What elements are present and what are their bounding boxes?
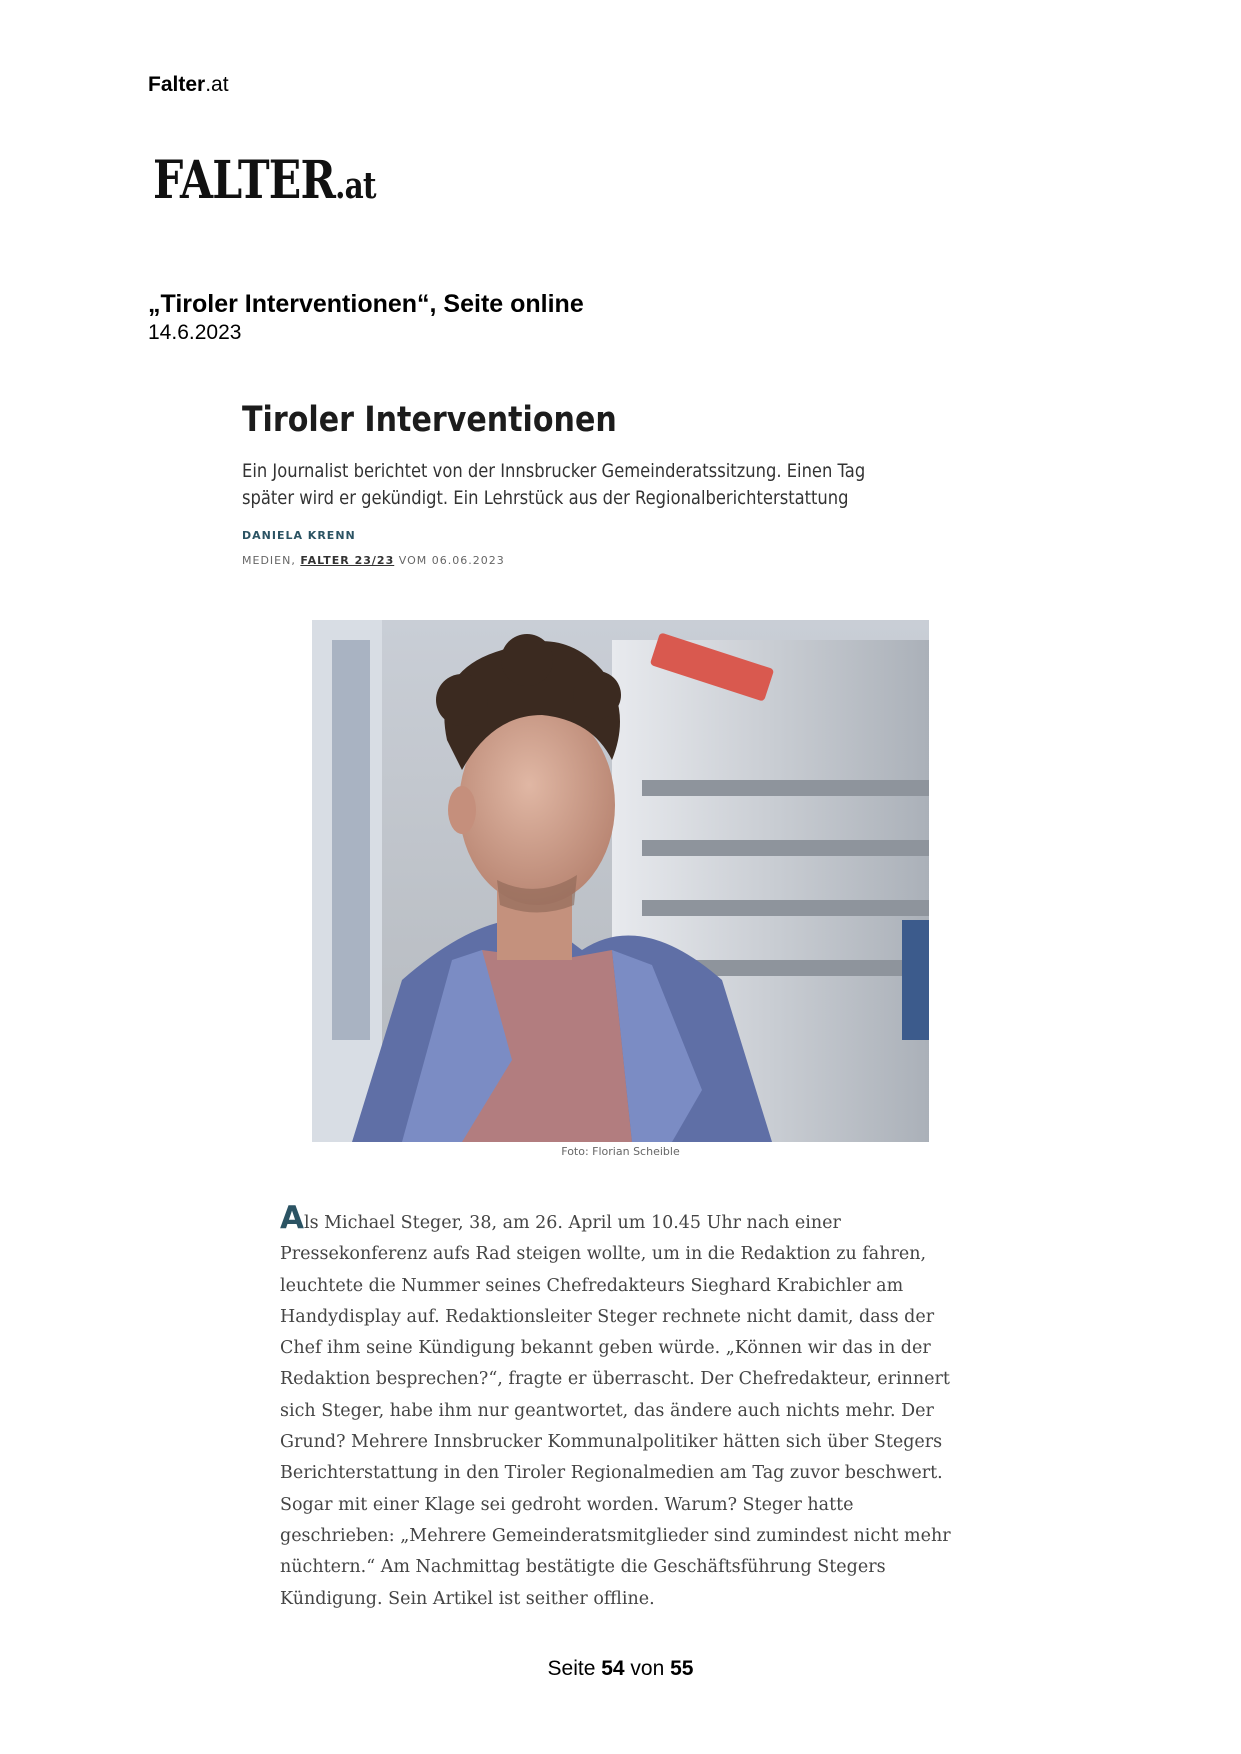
- article-issue-link[interactable]: FALTER 23/23: [300, 554, 395, 567]
- body-line: [280, 1200, 960, 1239]
- body-line: Grund? Mehrere Innsbrucker Kommunalpolitiker hätten sich über Stegers: [280, 1432, 943, 1453]
- source-label-suffix: .at: [205, 73, 229, 96]
- portrait-photo: [312, 620, 929, 1142]
- body-line: Kündigung. Sein Artikel ist seither offline.: [280, 1588, 655, 1609]
- photo-caption: Foto: Florian Scheible: [561, 1145, 680, 1158]
- source-label-bold: Falter: [148, 73, 206, 96]
- falter-logo: [153, 150, 376, 211]
- footer-middle: von: [624, 1657, 671, 1680]
- article-photo: [312, 620, 929, 1142]
- body-line: Sogar mit einer Klage sei gedroht worden. Warum? Steger hatte: [280, 1494, 854, 1515]
- body-line: Berichterstattung in den Tiroler Regionalmedien am Tag zuvor beschwert.: [280, 1463, 943, 1484]
- body-line: Pressekonferenz aufs Rad steigen wollte, um in die Redaktion zu fahren,: [280, 1244, 927, 1265]
- footer-prefix: Seite: [547, 1657, 602, 1680]
- article-section: MEDIEN,: [242, 554, 301, 567]
- body-line: Chef ihm seine Kündigung bekannt geben würde. „Können wir das in der: [280, 1338, 931, 1359]
- article-lead: Ein Journalist berichtet von der Innsbrucker Gemeinderatssitzung. Einen Tag später wird er gekündigt. Ein Lehrstück aus der Regionalberichterstattung: [242, 460, 866, 509]
- drop-cap: A: [280, 1200, 304, 1236]
- document-date: 14.6.2023: [148, 321, 242, 344]
- article-meta: [242, 554, 505, 567]
- body-line-text: ls Michael Steger, 38, am 26. April um 10.45 Uhr nach einer: [304, 1213, 841, 1233]
- article-headline: Tiroler Interventionen: [242, 400, 617, 440]
- body-line: Handydisplay auf. Redaktionsleiter Steger rechnete nicht damit, dass der: [280, 1306, 935, 1327]
- page-footer: [0, 1657, 1241, 1681]
- article-author: DANIELA KRENN: [242, 529, 356, 542]
- body-line: geschrieben: „Mehrere Gemeinderatsmitglieder sind zumindest nicht mehr: [280, 1525, 951, 1546]
- body-line: sich Steger, habe ihm nur geantwortet, das ändere auch nichts mehr. Der: [280, 1400, 934, 1421]
- body-line: nüchtern.“ Am Nachmittag bestätigte die Geschäftsführung Stegers: [280, 1557, 886, 1578]
- article-date: VOM 06.06.2023: [394, 554, 505, 567]
- logo-wordmark: FALTER: [153, 150, 336, 211]
- logo-tld: .at: [335, 165, 376, 207]
- footer-page-number: 54: [601, 1657, 625, 1680]
- source-label: [148, 73, 229, 97]
- footer-total-pages: 55: [670, 1657, 694, 1680]
- body-line: leuchtete die Nummer seines Chefredakteurs Sieghard Krabichler am: [280, 1275, 904, 1296]
- article-body: [280, 1200, 960, 1615]
- document-title: „Tiroler Interventionen“, Seite online: [148, 290, 584, 318]
- body-line: Redaktion besprechen?“, fragte er überrascht. Der Chefredakteur, erinnert: [280, 1369, 950, 1390]
